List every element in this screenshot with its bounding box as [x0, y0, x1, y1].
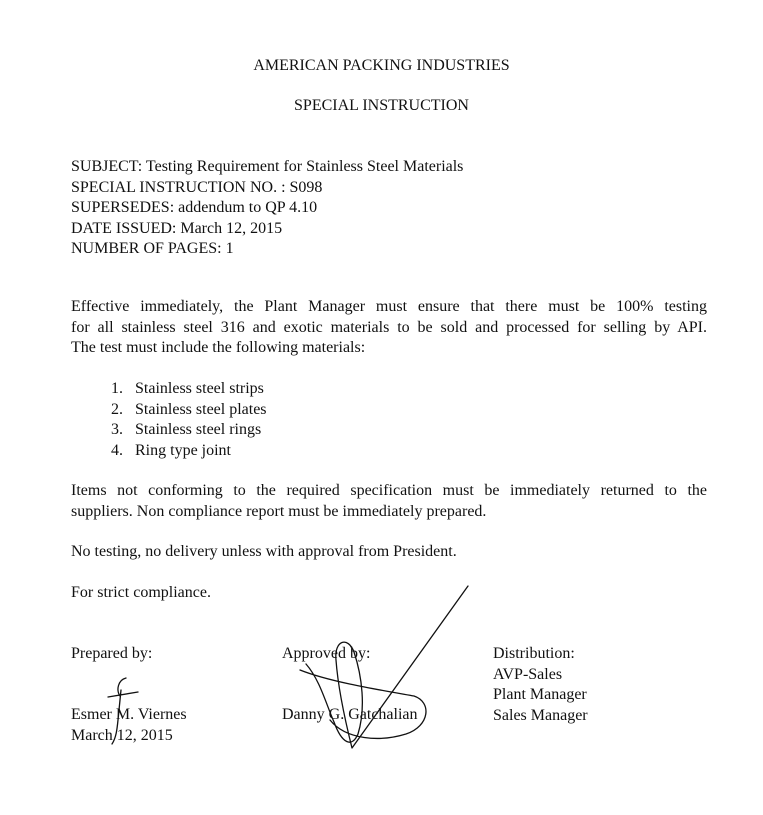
prepared-date: March 12, 2015 [71, 726, 173, 744]
meta-block [71, 157, 463, 260]
nonconformance-paragraph [71, 481, 707, 522]
list-item [71, 441, 267, 462]
list-number: 3. [111, 421, 123, 438]
approver-name: Danny G. Gatchalian [282, 706, 418, 723]
preparer-name: Esmer M. Viernes [71, 706, 187, 723]
subject-line: SUBJECT: Testing Requirement for Stainless Steel Materials [71, 158, 464, 175]
compliance-statement: For strict compliance. [71, 584, 211, 601]
prepared-by-block [71, 644, 152, 665]
intro-paragraph [71, 297, 707, 359]
preparer-details [71, 705, 187, 746]
list-item [71, 379, 267, 400]
document-type: SPECIAL INSTRUCTION [294, 97, 469, 114]
instruction-number-line: SPECIAL INSTRUCTION NO. : S098 [71, 178, 323, 196]
distribution-recipient: Sales Manager [493, 706, 588, 724]
supersedes-line: SUPERSEDES: addendum to QP 4.10 [71, 199, 318, 216]
paragraph-line: Items not conforming to the required specification must be immediately returned to the [71, 482, 707, 499]
list-number: 2. [111, 400, 123, 418]
approved-by-label: Approved by: [282, 645, 371, 662]
paragraph-line: The test must include the following materials: [71, 339, 366, 356]
approved-by-block [282, 644, 370, 665]
list-text: Stainless steel strips [135, 380, 264, 397]
paragraph-line: Effective immediately, the Plant Manager must ensure that there must be 100% testing [71, 298, 707, 315]
distribution-recipient: AVP-Sales [493, 665, 563, 683]
materials-list [71, 379, 267, 461]
list-text: Stainless steel plates [135, 400, 267, 418]
distribution-label: Distribution: [493, 645, 575, 662]
paragraph-line: for all stainless steel 316 and exotic materials to be sold and processed for selling by API. [71, 318, 707, 336]
paragraph-line: suppliers. Non compliance report must be immediately prepared. [71, 502, 487, 520]
list-number: 1. [111, 380, 123, 397]
prepared-by-label: Prepared by: [71, 645, 153, 662]
distribution-recipient: Plant Manager [493, 686, 587, 703]
distribution-block [493, 644, 588, 726]
approver-details [282, 705, 418, 726]
no-testing-statement: No testing, no delivery unless with approval from President. [71, 543, 457, 560]
number-of-pages-line: NUMBER OF PAGES: 1 [71, 240, 234, 257]
list-item [71, 420, 267, 441]
date-issued-line: DATE ISSUED: March 12, 2015 [71, 219, 283, 237]
list-item [71, 400, 267, 421]
company-name: AMERICAN PACKING INDUSTRIES [253, 57, 510, 74]
list-text: Stainless steel rings [135, 421, 262, 438]
list-text: Ring type joint [135, 441, 231, 459]
list-number: 4. [111, 441, 123, 459]
